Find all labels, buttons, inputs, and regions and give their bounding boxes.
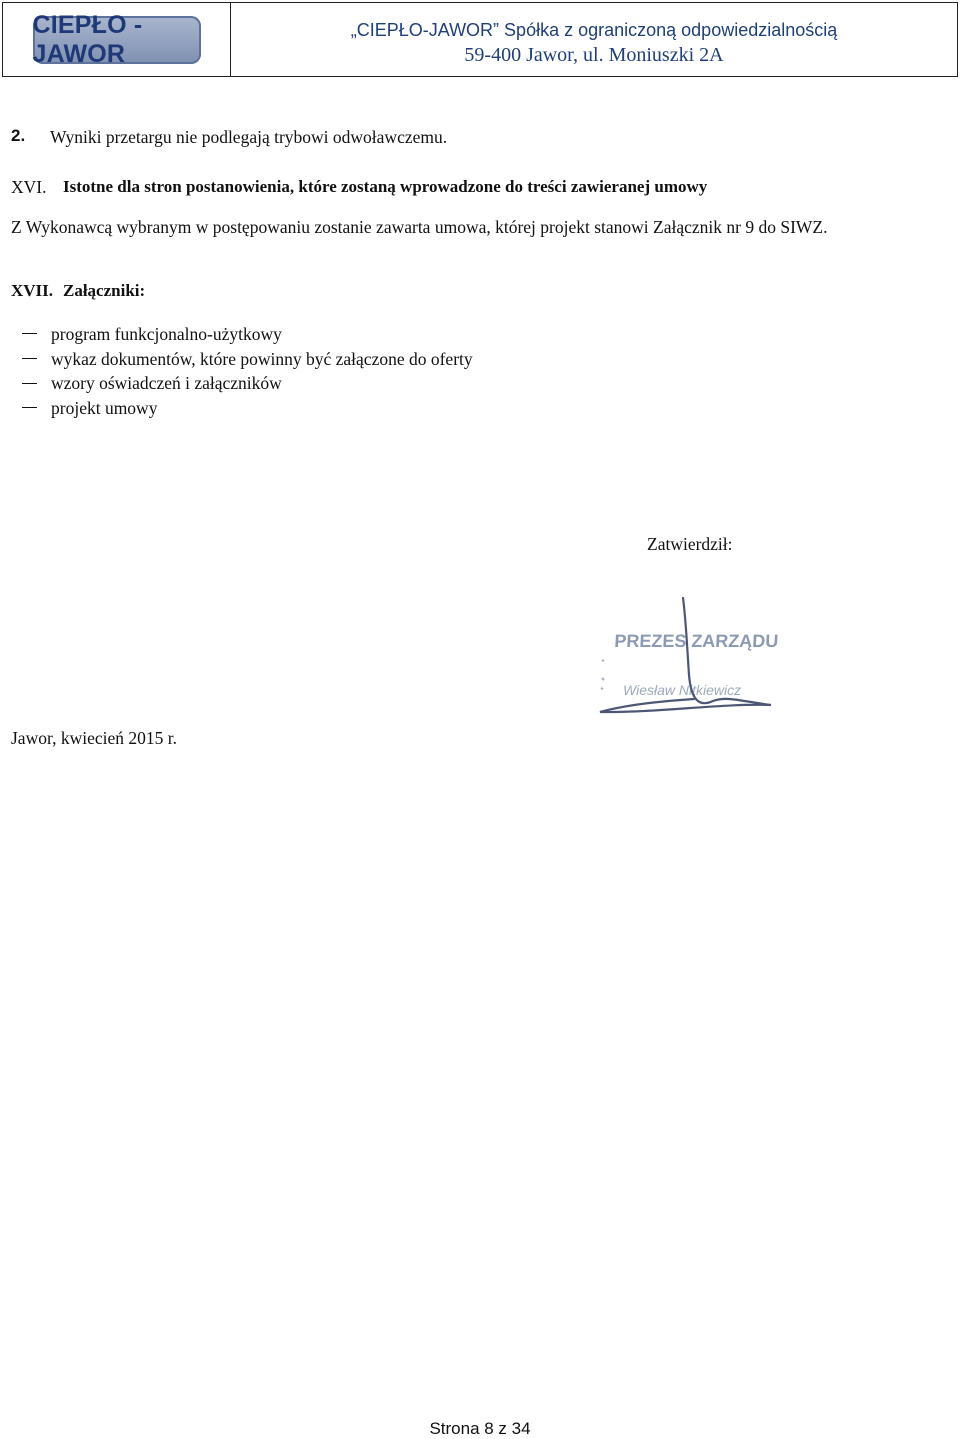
section-17-title: Załączniki: xyxy=(63,281,146,300)
stamp-title-graphic: PREZES ZARZĄDU xyxy=(613,631,779,651)
point-2-text: Wyniki przetargu nie podlegają trybowi odwoławczemu. xyxy=(50,127,448,147)
list-item xyxy=(11,371,473,396)
list-item xyxy=(11,322,473,347)
list-item-text: wzory oświadczeń i załączników xyxy=(51,373,282,394)
list-item-text: program funkcjonalno-użytkowy xyxy=(51,324,282,344)
section-16-body: Z Wykonawcą wybranym w postępowaniu zostanie zawarta umowa, której projekt stanowi Załącznik nr 9 do SIWZ. xyxy=(11,217,828,237)
dash-bullet-icon xyxy=(11,347,51,371)
logo-cell xyxy=(3,3,231,76)
document-header xyxy=(2,2,958,77)
place-date: Jawor, kwiecień 2015 r. xyxy=(11,728,177,748)
list-item xyxy=(11,347,473,372)
logo-text: CIEPŁO - JAWOR xyxy=(32,10,143,68)
dash-bullet-icon xyxy=(11,372,51,396)
company-name: „CIEPŁO-JAWOR” Spółka z ograniczoną odpowiedzialnością xyxy=(350,20,838,40)
approval-label: Zatwierdził: xyxy=(647,534,733,554)
signature-stamp xyxy=(595,592,805,717)
section-16-title: Istotne dla stron postanowienia, które zostaną wprowadzone do treści zawieranej umowy xyxy=(63,177,708,196)
list-item xyxy=(11,396,473,421)
section-17-number: XVII. xyxy=(11,281,54,300)
stamp-name-graphic: Wiesław Nitkiewicz xyxy=(623,682,742,698)
list-item-text: projekt umowy xyxy=(51,398,158,419)
point-2-number: 2. xyxy=(11,126,26,145)
list-item-text: wykaz dokumentów, które powinny być załączone do oferty xyxy=(51,348,473,369)
section-16-number: XVI. xyxy=(11,177,47,197)
company-info xyxy=(231,3,957,76)
attachments-list xyxy=(11,322,473,421)
dash-bullet-icon xyxy=(11,322,51,346)
stamp-marks xyxy=(601,660,604,689)
page-number: Strona 8 z 34 xyxy=(429,1419,531,1438)
dash-bullet-icon xyxy=(11,396,51,420)
company-logo xyxy=(32,10,201,68)
company-address: 59-400 Jawor, ul. Moniuszki 2A xyxy=(464,44,724,66)
